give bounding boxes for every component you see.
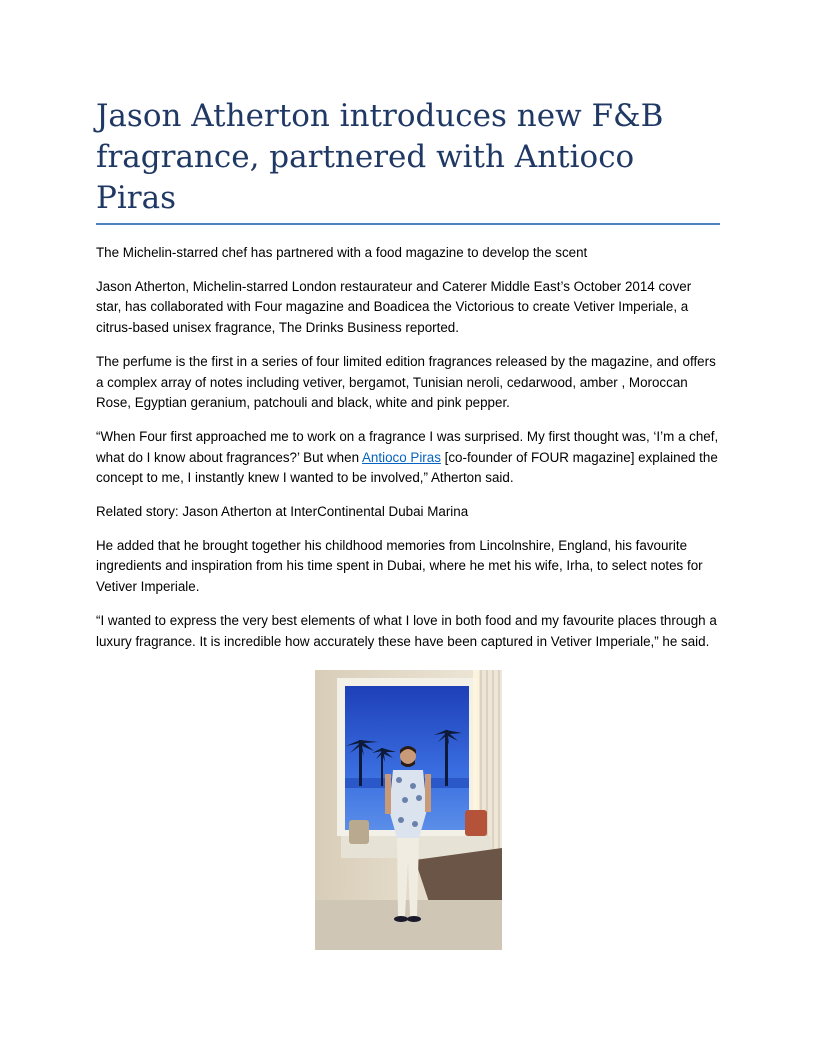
paragraph-1: Jason Atherton, Michelin-starred London restaurateur and Caterer Middle East’s October 2014 cover star, has collaborated with Four magazine and Boadicea the Victorious to create Vetiver Imperiale, a citrus-based unisex fragrance, The Drinks Business reported. bbox=[96, 278, 692, 336]
paragraph-4: Related story: Jason Atherton at InterContinental Dubai Marina bbox=[96, 504, 469, 520]
paragraph-6: “I wanted to express the very best elements of what I love in both food and my favourite places through a luxury fragrance. It is incredible how accurately these have been captured in Vetiver Imperiale,” he said. bbox=[96, 612, 717, 649]
standfirst: The Michelin-starred chef has partnered with a food magazine to develop the scent bbox=[96, 245, 588, 260]
paragraph-3-before: “When Four first approached me to work on a fragrance I was surprised. My first thought was, ‘I’m a chef, what do I know about fragrances?’ But when bbox=[96, 428, 719, 465]
title-line-2: fragrance, partnered with Antioco Piras bbox=[96, 139, 635, 216]
paragraph-5: He added that he brought together his childhood memories from Lincolnshire, England, his favourite ingredients and inspiration from his time spent in Dubai, where he met his wife, Irha, to select notes for Vetiver Imperiale. bbox=[96, 537, 703, 595]
title-line-1: Jason Atherton introduces new F&B bbox=[96, 98, 664, 134]
article-title bbox=[96, 96, 720, 225]
article-photo bbox=[315, 670, 502, 950]
document-page bbox=[96, 96, 720, 950]
photo-illustration bbox=[315, 670, 502, 950]
paragraph-3 bbox=[96, 427, 720, 489]
paragraph-3-after: [co-founder of FOUR magazine] explained the concept to me, I instantly knew I wanted to be involved,” Atherton said. bbox=[96, 449, 718, 486]
article-body bbox=[96, 243, 720, 652]
antioco-piras-link[interactable]: Antioco Piras bbox=[362, 449, 441, 465]
paragraph-2: The perfume is the first in a series of four limited edition fragrances released by the magazine, and offers a complex array of notes including vetiver, bergamot, Tunisian neroli, cedarwood, amber , Moroccan Rose, Egyptian geranium, patchouli and black, white and pink pepper. bbox=[96, 353, 716, 411]
